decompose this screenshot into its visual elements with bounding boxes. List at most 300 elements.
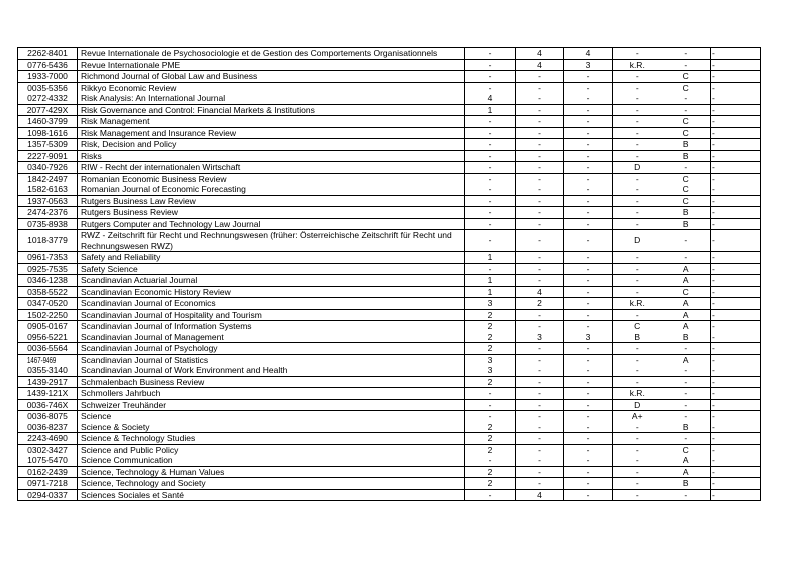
rating-cell: - bbox=[711, 195, 761, 207]
journal-name-cell: Safety Science bbox=[78, 263, 465, 275]
issn-text: 1439-121X bbox=[26, 388, 69, 398]
rating-cell: - bbox=[662, 343, 711, 355]
issn-cell bbox=[18, 298, 78, 310]
rating-cell: - bbox=[465, 48, 516, 60]
rating-cell: - bbox=[465, 207, 516, 219]
journal-name-cell: Scandinavian Journal of Hospitality and Tourism bbox=[78, 309, 465, 321]
table-row bbox=[18, 263, 761, 275]
issn-cell bbox=[18, 332, 78, 343]
rating-cell: - bbox=[516, 354, 564, 365]
issn-text: 0340-7926 bbox=[27, 162, 68, 172]
journal-name-cell: Schmalenbach Business Review bbox=[78, 376, 465, 388]
rating-cell: - bbox=[564, 275, 613, 287]
rating-cell: C bbox=[662, 286, 711, 298]
rating-cell: - bbox=[711, 116, 761, 128]
rating-cell: - bbox=[516, 150, 564, 162]
issn-cell bbox=[18, 104, 78, 116]
rating-cell: - bbox=[711, 93, 761, 104]
issn-cell bbox=[18, 184, 78, 195]
rating-cell: - bbox=[662, 376, 711, 388]
rating-cell: - bbox=[613, 184, 662, 195]
issn-text: 0776-5436 bbox=[27, 59, 68, 70]
table-row bbox=[18, 127, 761, 139]
rating-cell: - bbox=[711, 252, 761, 264]
rating-cell: - bbox=[516, 207, 564, 219]
rating-cell: - bbox=[613, 207, 662, 219]
rating-cell: 2 bbox=[465, 376, 516, 388]
rating-cell: - bbox=[564, 139, 613, 151]
journal-name-cell: Risks bbox=[78, 150, 465, 162]
journal-name-cell: Romanian Journal of Economic Forecasting bbox=[78, 184, 465, 195]
journal-name-cell: Risk, Decision and Policy bbox=[78, 139, 465, 151]
rating-cell: - bbox=[465, 218, 516, 230]
issn-cell bbox=[18, 162, 78, 174]
journal-name-cell: Risk Analysis: An International Journal bbox=[78, 93, 465, 104]
table-row bbox=[18, 388, 761, 400]
journal-name-cell: Science Communication bbox=[78, 455, 465, 466]
issn-text: 1357-5309 bbox=[27, 139, 68, 149]
issn-cell bbox=[18, 388, 78, 400]
table-body bbox=[18, 48, 761, 501]
rating-cell: - bbox=[564, 388, 613, 400]
rating-cell: - bbox=[564, 466, 613, 478]
rating-cell: - bbox=[564, 263, 613, 275]
table-row bbox=[18, 455, 761, 466]
rating-cell: - bbox=[662, 399, 711, 411]
issn-cell bbox=[18, 466, 78, 478]
rating-cell: C bbox=[662, 184, 711, 195]
rating-cell: D bbox=[613, 230, 662, 252]
rating-cell: 3 bbox=[564, 332, 613, 343]
rating-cell: 3 bbox=[465, 354, 516, 365]
rating-cell: C bbox=[613, 321, 662, 332]
rating-cell: - bbox=[564, 309, 613, 321]
rating-cell: - bbox=[613, 263, 662, 275]
table-row bbox=[18, 207, 761, 219]
table-row bbox=[18, 321, 761, 332]
journal-name-cell: RWZ - Zeitschrift für Recht und Rechnungswesen (früher: Österreichische Zeitschrift für Recht und Rechnungswesen RWZ) bbox=[78, 230, 465, 252]
table-row bbox=[18, 478, 761, 490]
issn-cell bbox=[18, 127, 78, 139]
journal-name-cell: Science, Technology and Society bbox=[78, 478, 465, 490]
rating-cell: - bbox=[516, 321, 564, 332]
rating-cell: - bbox=[516, 478, 564, 490]
rating-cell: - bbox=[613, 455, 662, 466]
rating-cell: 4 bbox=[465, 93, 516, 104]
rating-cell: - bbox=[516, 433, 564, 445]
rating-cell: - bbox=[711, 478, 761, 490]
rating-cell: C bbox=[662, 116, 711, 128]
rating-cell: - bbox=[465, 173, 516, 184]
table-row bbox=[18, 365, 761, 376]
issn-text: 0956-5221 bbox=[27, 331, 68, 342]
rating-cell: - bbox=[564, 162, 613, 174]
issn-text: 0347-0520 bbox=[27, 298, 68, 308]
journal-name-cell: Safety and Reliability bbox=[78, 252, 465, 264]
rating-cell: - bbox=[516, 184, 564, 195]
rating-cell: - bbox=[711, 48, 761, 60]
rating-cell: - bbox=[564, 195, 613, 207]
issn-cell bbox=[18, 365, 78, 376]
rating-cell: - bbox=[613, 150, 662, 162]
rating-cell: 4 bbox=[516, 59, 564, 71]
rating-cell: - bbox=[613, 139, 662, 151]
rating-cell: B bbox=[662, 422, 711, 433]
table-row bbox=[18, 150, 761, 162]
rating-cell: - bbox=[564, 354, 613, 365]
rating-cell: - bbox=[711, 286, 761, 298]
rating-cell: - bbox=[662, 252, 711, 264]
rating-cell: k.R. bbox=[613, 388, 662, 400]
rating-cell: - bbox=[564, 422, 613, 433]
issn-text: 0346-1238 bbox=[27, 275, 68, 285]
rating-cell: - bbox=[564, 489, 613, 501]
journal-name-cell: Sciences Sociales et Santé bbox=[78, 489, 465, 501]
rating-cell: - bbox=[465, 116, 516, 128]
rating-cell: C bbox=[662, 444, 711, 455]
table-row bbox=[18, 218, 761, 230]
rating-cell: - bbox=[564, 321, 613, 332]
rating-cell: - bbox=[465, 71, 516, 83]
journal-name-cell: Science bbox=[78, 411, 465, 422]
table-row bbox=[18, 195, 761, 207]
rating-cell: - bbox=[613, 48, 662, 60]
issn-text: 1933-7000 bbox=[27, 71, 68, 81]
rating-cell: - bbox=[613, 275, 662, 287]
rating-cell: - bbox=[465, 411, 516, 422]
journal-name-cell: Risk Management and Insurance Review bbox=[78, 127, 465, 139]
issn-text: 1098-1616 bbox=[27, 127, 68, 138]
rating-cell: C bbox=[662, 71, 711, 83]
rating-cell: B bbox=[662, 478, 711, 490]
rating-cell: - bbox=[711, 433, 761, 445]
issn-text: 0294-0337 bbox=[27, 489, 68, 500]
issn-text: 0302-3427 bbox=[27, 444, 68, 455]
issn-text: 0162-2439 bbox=[27, 466, 68, 477]
rating-cell: - bbox=[662, 388, 711, 400]
rating-cell: 4 bbox=[516, 489, 564, 501]
rating-cell: - bbox=[711, 298, 761, 310]
rating-cell: - bbox=[662, 93, 711, 104]
rating-cell: A bbox=[662, 275, 711, 287]
rating-cell: - bbox=[662, 48, 711, 60]
rating-cell: - bbox=[516, 376, 564, 388]
table-row bbox=[18, 173, 761, 184]
rating-cell: - bbox=[516, 195, 564, 207]
rating-cell: 1 bbox=[465, 275, 516, 287]
issn-text: 1460-3799 bbox=[27, 116, 68, 126]
rating-cell: - bbox=[662, 411, 711, 422]
table-row bbox=[18, 298, 761, 310]
rating-cell: 1 bbox=[465, 286, 516, 298]
rating-cell: - bbox=[564, 376, 613, 388]
rating-cell: - bbox=[613, 71, 662, 83]
journal-name-cell: Schweizer Treuhänder bbox=[78, 399, 465, 411]
rating-cell: - bbox=[564, 184, 613, 195]
journal-name-cell: Revue Internationale PME bbox=[78, 59, 465, 71]
rating-cell: - bbox=[465, 399, 516, 411]
rating-cell: - bbox=[516, 139, 564, 151]
table-row bbox=[18, 48, 761, 60]
table-row bbox=[18, 376, 761, 388]
rating-cell: - bbox=[711, 399, 761, 411]
rating-cell: - bbox=[465, 195, 516, 207]
issn-text: 1075-5470 bbox=[27, 455, 68, 465]
rating-cell: - bbox=[711, 150, 761, 162]
rating-cell: - bbox=[516, 444, 564, 455]
rating-cell: - bbox=[613, 354, 662, 365]
rating-cell: - bbox=[516, 162, 564, 174]
rating-cell: - bbox=[516, 466, 564, 478]
rating-cell: - bbox=[516, 93, 564, 104]
rating-cell: - bbox=[662, 489, 711, 501]
rating-cell: A bbox=[662, 309, 711, 321]
journal-name-cell: Scandinavian Journal of Work Environment and Health bbox=[78, 365, 465, 376]
rating-cell: - bbox=[465, 184, 516, 195]
issn-text: 1018-3779 bbox=[27, 235, 68, 246]
rating-cell: - bbox=[711, 309, 761, 321]
rating-cell: - bbox=[564, 82, 613, 93]
rating-cell: C bbox=[662, 127, 711, 139]
journal-name-cell: Scandinavian Journal of Statistics bbox=[78, 354, 465, 365]
journal-name-cell: Scandinavian Journal of Psychology bbox=[78, 343, 465, 355]
rating-cell: A bbox=[662, 354, 711, 365]
issn-cell bbox=[18, 411, 78, 422]
rating-cell: - bbox=[516, 275, 564, 287]
issn-text: 0036-8237 bbox=[27, 421, 68, 432]
rating-cell: - bbox=[662, 104, 711, 116]
rating-cell: - bbox=[564, 444, 613, 455]
rating-cell: A bbox=[662, 466, 711, 478]
issn-cell bbox=[18, 489, 78, 501]
rating-cell: - bbox=[465, 455, 516, 466]
rating-cell: - bbox=[516, 127, 564, 139]
issn-cell bbox=[18, 252, 78, 264]
rating-cell: - bbox=[516, 263, 564, 275]
issn-cell bbox=[18, 321, 78, 332]
table-row bbox=[18, 71, 761, 83]
rating-cell: - bbox=[711, 332, 761, 343]
rating-cell: - bbox=[564, 104, 613, 116]
rating-cell: B bbox=[662, 218, 711, 230]
rating-cell: C bbox=[662, 173, 711, 184]
journal-name-cell: Revue Internationale de Psychosociologie et de Gestion des Comportements Organisationnels bbox=[78, 48, 465, 60]
rating-cell: - bbox=[564, 478, 613, 490]
issn-text: 0905-0167 bbox=[27, 321, 68, 331]
rating-cell: - bbox=[662, 365, 711, 376]
rating-cell: - bbox=[711, 139, 761, 151]
rating-cell: C bbox=[662, 195, 711, 207]
issn-text: 0036-8075 bbox=[27, 411, 68, 421]
issn-text: 0925-7535 bbox=[27, 263, 68, 274]
rating-cell: 2 bbox=[465, 444, 516, 455]
rating-cell: - bbox=[564, 455, 613, 466]
issn-cell bbox=[18, 139, 78, 151]
table-row bbox=[18, 444, 761, 455]
issn-text: 2077-429X bbox=[26, 104, 69, 115]
rating-cell: A+ bbox=[613, 411, 662, 422]
rating-cell: - bbox=[613, 116, 662, 128]
issn-text: 2243-4690 bbox=[27, 433, 68, 443]
rating-cell: - bbox=[613, 195, 662, 207]
rating-cell: - bbox=[564, 93, 613, 104]
rating-cell: - bbox=[564, 207, 613, 219]
rating-cell: - bbox=[564, 71, 613, 83]
issn-text: 2474-2376 bbox=[27, 207, 68, 217]
table-row bbox=[18, 433, 761, 445]
rating-cell: - bbox=[613, 444, 662, 455]
rating-cell: - bbox=[465, 59, 516, 71]
rating-cell: - bbox=[662, 230, 711, 252]
rating-cell: - bbox=[613, 82, 662, 93]
rating-cell: - bbox=[516, 399, 564, 411]
rating-cell: 3 bbox=[465, 298, 516, 310]
issn-cell bbox=[18, 376, 78, 388]
issn-text: 0971-7218 bbox=[27, 478, 68, 488]
issn-cell bbox=[18, 433, 78, 445]
rating-cell: - bbox=[613, 252, 662, 264]
issn-text: 1439-2917 bbox=[27, 376, 68, 387]
table-row bbox=[18, 116, 761, 128]
issn-text: 2227-9091 bbox=[27, 150, 68, 161]
rating-cell: - bbox=[564, 286, 613, 298]
issn-text: 1502-2250 bbox=[27, 309, 68, 320]
issn-cell bbox=[18, 59, 78, 71]
rating-cell: 1 bbox=[465, 252, 516, 264]
issn-cell bbox=[18, 230, 78, 252]
issn-cell bbox=[18, 444, 78, 455]
rating-cell: - bbox=[711, 230, 761, 252]
issn-text: 1937-0563 bbox=[27, 195, 68, 206]
issn-cell bbox=[18, 455, 78, 466]
rating-cell: - bbox=[711, 263, 761, 275]
rating-cell: A bbox=[662, 263, 711, 275]
rating-cell: - bbox=[564, 365, 613, 376]
table-row bbox=[18, 93, 761, 104]
rating-cell: k.R. bbox=[613, 59, 662, 71]
issn-cell bbox=[18, 93, 78, 104]
journal-name-cell: Scandinavian Journal of Economics bbox=[78, 298, 465, 310]
rating-cell: 3 bbox=[516, 332, 564, 343]
rating-cell: - bbox=[711, 376, 761, 388]
rating-cell: - bbox=[564, 230, 613, 252]
rating-cell: - bbox=[711, 455, 761, 466]
rating-cell: 2 bbox=[465, 343, 516, 355]
table-row bbox=[18, 230, 761, 252]
rating-cell: - bbox=[516, 343, 564, 355]
issn-cell bbox=[18, 150, 78, 162]
rating-cell: - bbox=[516, 388, 564, 400]
rating-cell: - bbox=[711, 207, 761, 219]
table-row bbox=[18, 309, 761, 321]
rating-cell: - bbox=[613, 93, 662, 104]
issn-cell bbox=[18, 218, 78, 230]
table-row bbox=[18, 399, 761, 411]
rating-cell: 3 bbox=[564, 59, 613, 71]
journal-name-cell: RIW - Recht der internationalen Wirtschaft bbox=[78, 162, 465, 174]
rating-cell: - bbox=[564, 116, 613, 128]
issn-cell bbox=[18, 71, 78, 83]
journal-name-cell: Romanian Economic Business Review bbox=[78, 173, 465, 184]
issn-cell bbox=[18, 116, 78, 128]
rating-cell: - bbox=[711, 466, 761, 478]
journal-name-cell: Scandinavian Economic History Review bbox=[78, 286, 465, 298]
rating-cell: - bbox=[711, 275, 761, 287]
rating-cell: - bbox=[662, 59, 711, 71]
rating-cell: - bbox=[564, 218, 613, 230]
rating-cell: - bbox=[613, 218, 662, 230]
issn-text: 0735-8938 bbox=[27, 218, 68, 229]
rating-cell: - bbox=[516, 309, 564, 321]
rating-cell: - bbox=[613, 466, 662, 478]
rating-cell: - bbox=[613, 376, 662, 388]
issn-cell bbox=[18, 207, 78, 219]
table-row bbox=[18, 252, 761, 264]
rating-cell: - bbox=[711, 71, 761, 83]
issn-text: 0036-5564 bbox=[27, 343, 68, 353]
table-row bbox=[18, 489, 761, 501]
rating-cell: - bbox=[711, 127, 761, 139]
table-row bbox=[18, 332, 761, 343]
rating-cell: - bbox=[711, 162, 761, 174]
rating-cell: - bbox=[465, 139, 516, 151]
rating-cell: - bbox=[564, 433, 613, 445]
rating-cell: - bbox=[564, 252, 613, 264]
journal-name-cell: Schmollers Jahrbuch bbox=[78, 388, 465, 400]
rating-cell: B bbox=[662, 150, 711, 162]
rating-cell: - bbox=[711, 173, 761, 184]
rating-cell: - bbox=[711, 489, 761, 501]
rating-cell: 2 bbox=[516, 298, 564, 310]
issn-text: 0036-746X bbox=[26, 399, 69, 410]
rating-cell: - bbox=[711, 82, 761, 93]
issn-cell bbox=[18, 422, 78, 433]
rating-cell: - bbox=[516, 411, 564, 422]
rating-cell: - bbox=[613, 422, 662, 433]
rating-cell: D bbox=[613, 399, 662, 411]
rating-cell: 2 bbox=[465, 433, 516, 445]
rating-cell: - bbox=[465, 127, 516, 139]
issn-cell bbox=[18, 286, 78, 298]
rating-cell: - bbox=[516, 218, 564, 230]
rating-cell: 2 bbox=[465, 309, 516, 321]
issn-text: 1842-2497 bbox=[27, 173, 68, 184]
journal-name-cell: Rutgers Business Law Review bbox=[78, 195, 465, 207]
rating-cell: - bbox=[564, 298, 613, 310]
issn-cell bbox=[18, 82, 78, 93]
rating-cell: - bbox=[516, 104, 564, 116]
rating-cell: - bbox=[564, 411, 613, 422]
rating-cell: B bbox=[662, 332, 711, 343]
rating-cell: B bbox=[613, 332, 662, 343]
rating-cell: 2 bbox=[465, 332, 516, 343]
rating-cell: - bbox=[711, 365, 761, 376]
rating-cell: - bbox=[465, 162, 516, 174]
table-row bbox=[18, 139, 761, 151]
table-row bbox=[18, 82, 761, 93]
rating-cell: D bbox=[613, 162, 662, 174]
journal-name-cell: Risk Management bbox=[78, 116, 465, 128]
rating-cell: - bbox=[711, 343, 761, 355]
rating-cell: - bbox=[613, 489, 662, 501]
rating-cell: - bbox=[711, 354, 761, 365]
issn-cell bbox=[18, 263, 78, 275]
table-row bbox=[18, 59, 761, 71]
rating-cell: A bbox=[662, 455, 711, 466]
rating-cell: - bbox=[564, 150, 613, 162]
issn-text: 0961-7353 bbox=[27, 252, 68, 262]
rating-cell: - bbox=[711, 422, 761, 433]
